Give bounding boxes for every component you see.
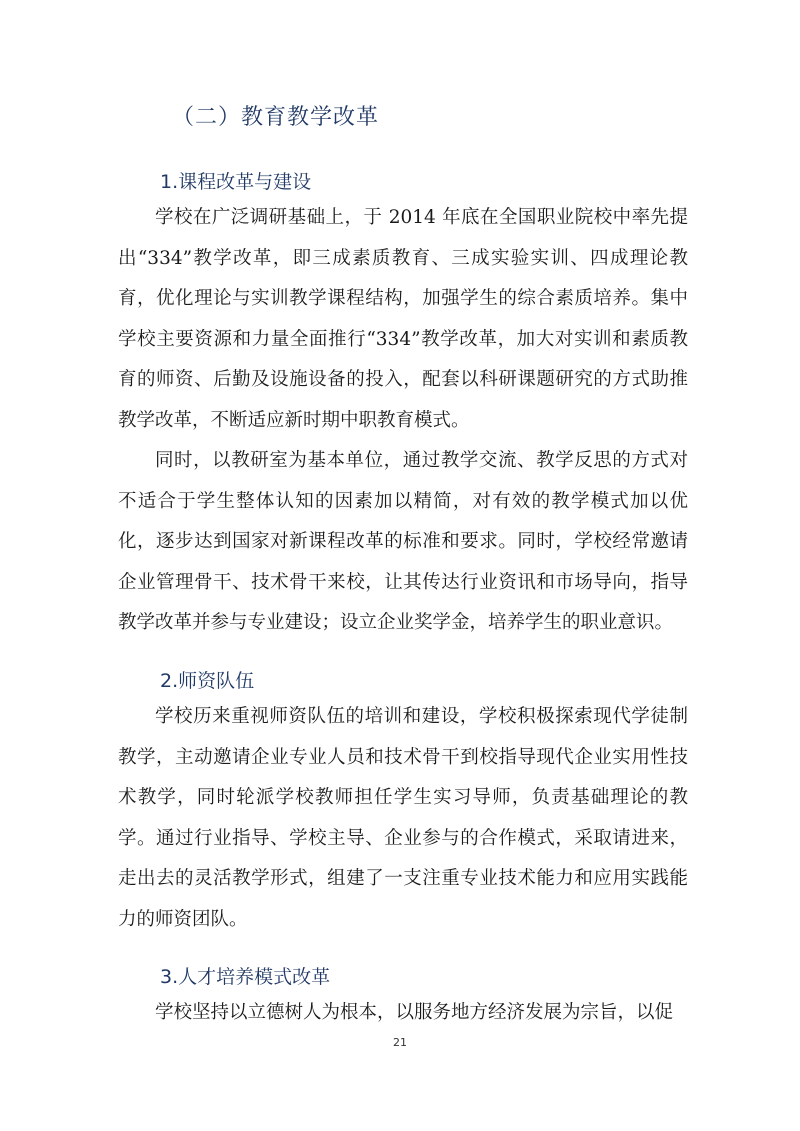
page-number: 21 [393,1036,407,1049]
paragraph-curriculum-1: 学校在广泛调研基础上，于 2014 年底在全国职业院校中率先提出“334”教学改革，即三成素质教育、三成实验实训、四成理论教育，优化理论与实训教学课程结构，加强学生的综合素质培养。集中学校主要资源和力量全面推行“334”教学改革，加大对实训和素质教育的师资、后勤及设施设备的投入，配套以科研课题研究的方式助推教学改革，不断适应新时期中职教育模式。 [118,207,688,431]
subsection-heading-talent-training: 3.人才培养模式改革 [160,966,331,988]
paragraph-faculty-1: 学校历来重视师资队伍的培训和建设，学校积极探索现代学徒制教学，主动邀请企业专业人员和技术骨干到校指导现代企业实用性技术教学，同时轮派学校教师担任学生实习导师，负责基础理论的教学。通过行业指导、学校主导、企业参与的合作模式，采取请进来，走出去的灵活教学形式，组建了一支注重专业技术能力和应用实践能力的师资团队。 [118,706,688,930]
section-title: （二）教育教学改革 [172,105,380,130]
subsection-heading-faculty: 2.师资队伍 [160,670,255,692]
subsection-heading-curriculum: 1.课程改革与建设 [160,171,312,193]
paragraph-talent-training-1: 学校坚持以立德树人为根本，以服务地方经济发展为宗旨，以促 [155,1002,674,1023]
paragraph-curriculum-2: 同时，以教研室为基本单位，通过教学交流、教学反思的方式对不适合于学生整体认知的因素加以精简，对有效的教学模式加以优化，逐步达到国家对新课程改革的标准和要求。同时，学校经常邀请企业管理骨干、技术骨干来校，让其传达行业资讯和市场导向，指导教学改革并参与专业建设；设立企业奖学金，培养学生的职业意识。 [118,450,688,633]
